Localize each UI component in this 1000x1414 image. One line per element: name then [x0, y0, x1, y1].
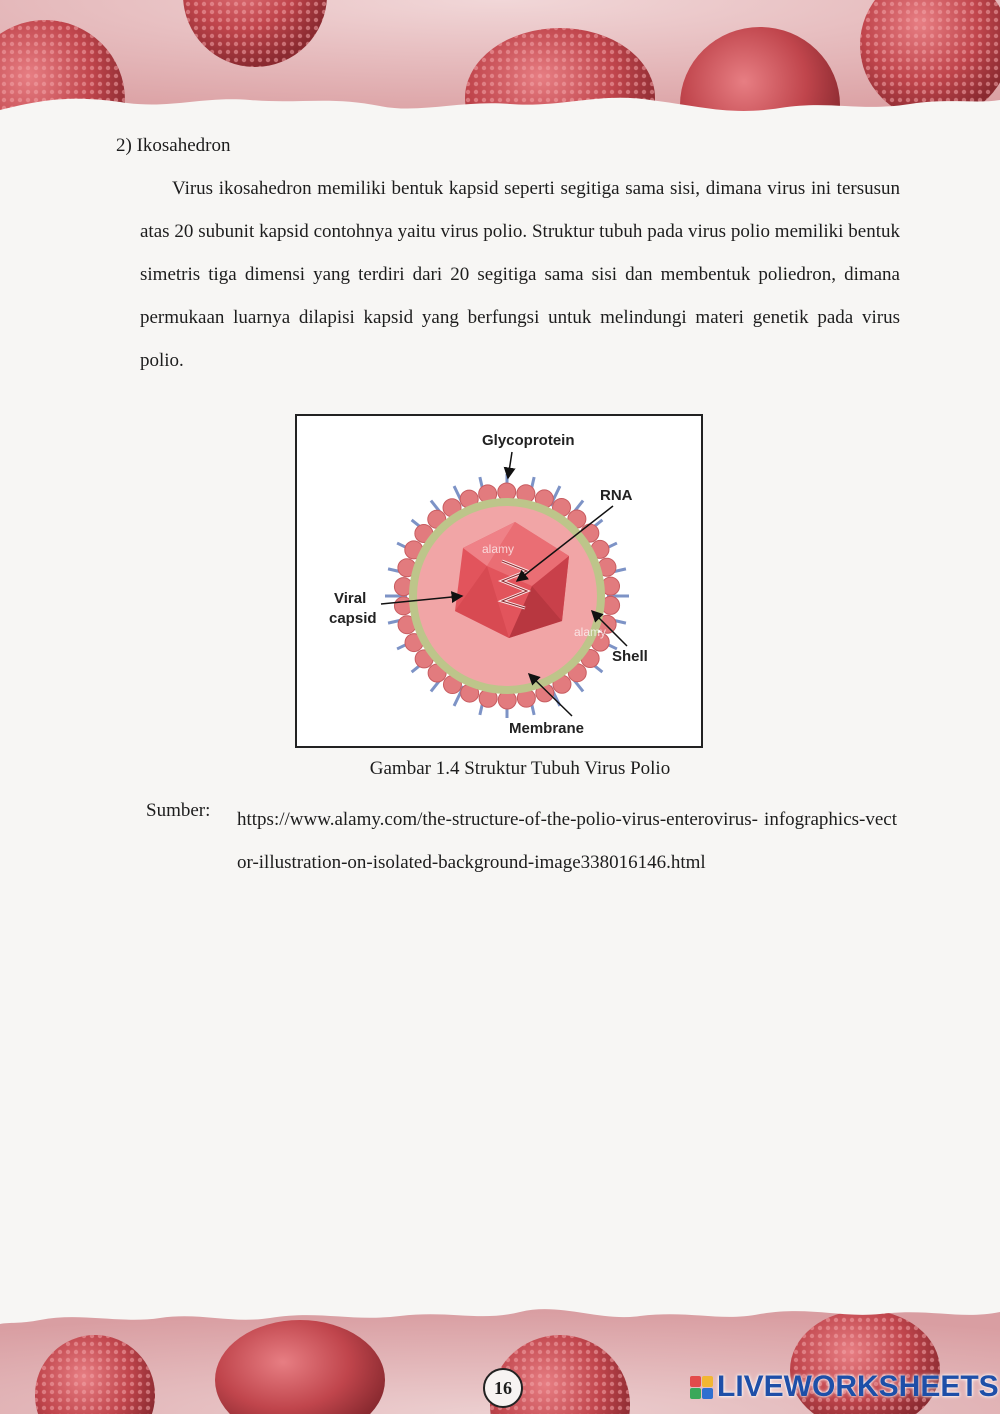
- polio-structure-figure: [295, 414, 703, 748]
- liveworksheets-icon: [690, 1376, 713, 1399]
- label-shell: Shell: [612, 648, 648, 665]
- watermark: alamy: [482, 542, 515, 556]
- section-heading: 2) Ikosahedron: [116, 135, 231, 156]
- label-glycoprotein: Glycoprotein: [482, 432, 575, 449]
- liveworksheets-logo[interactable]: [690, 1370, 999, 1404]
- figure-caption: Gambar 1.4 Struktur Tubuh Virus Polio: [369, 758, 671, 779]
- label-membrane: Membrane: [509, 720, 585, 737]
- liveworksheets-brand: LIVEWORKSHEETS: [717, 1370, 999, 1403]
- page-number: 16: [483, 1368, 523, 1408]
- label-rna: RNA: [600, 487, 633, 504]
- source-label: Sumber:: [146, 800, 211, 821]
- source-url[interactable]: https://www.alamy.com/the-structure-of-the-polio-virus-enterovirus- infographics-vector-illustration-on-isolated-background-image338016146.html: [237, 809, 897, 873]
- label-viral: Viral: [334, 590, 367, 607]
- body-paragraph: Virus ikosahedron memiliki bentuk kapsid seperti segitiga sama sisi, dimana virus ini tersusun atas 20 subunit kapsid contohnya yaitu virus polio. Struktur tubuh pada virus polio memiliki bentuk simetris tiga dimensi yang terdiri dari 20 segitiga sama sisi dan membentuk poliedron, dimana permukaan luarnya dilapisi kapsid yang berfungsi untuk melindungi materi genetik pada virus polio.: [140, 178, 900, 371]
- arrow-glycoprotein: [508, 452, 512, 478]
- label-capsid: capsid: [329, 610, 377, 627]
- watermark: alamy: [574, 625, 607, 639]
- top-virus-banner: [0, 0, 1000, 135]
